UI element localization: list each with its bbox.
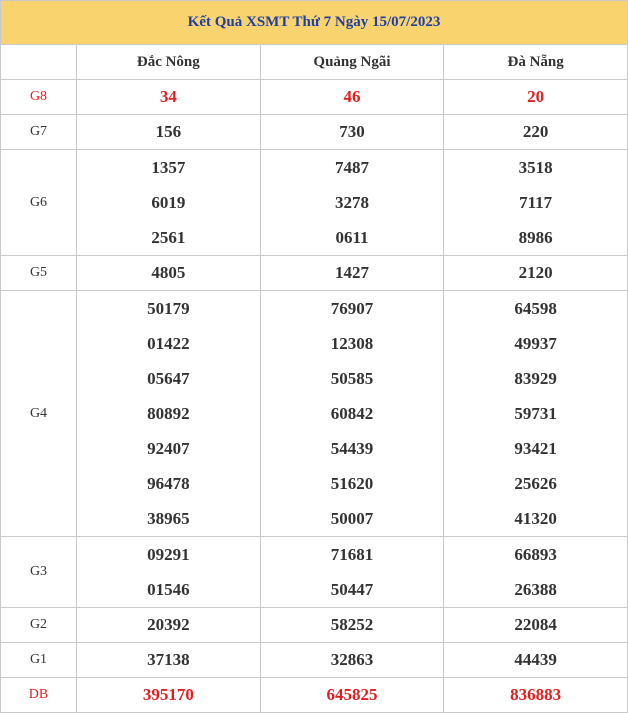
prize-number-stack: [77, 291, 260, 536]
prize-numbers-cell: [444, 291, 628, 537]
prize-label-g7: G7: [1, 115, 77, 150]
prize-row-g8: [1, 80, 628, 115]
prize-number: 26388: [514, 580, 557, 599]
prize-number: 836883: [444, 678, 628, 713]
prize-number: 66893: [514, 545, 557, 564]
prize-label-g2: G2: [1, 608, 77, 643]
prize-number: 09291: [147, 545, 190, 564]
prize-row-g3: [1, 537, 628, 608]
prize-row-g4: [1, 291, 628, 537]
prize-number: 220: [444, 115, 628, 150]
prize-number-stack: [261, 291, 444, 536]
prize-number: 4805: [77, 256, 261, 291]
prize-number: 3518: [518, 158, 553, 177]
prize-number: 59731: [514, 404, 557, 423]
prize-number-stack: [261, 150, 444, 255]
table-title: Kết Quả XSMT Thứ 7 Ngày 15/07/2023: [1, 1, 628, 45]
results-body: [1, 80, 628, 713]
prize-numbers-cell: [77, 537, 261, 608]
prize-number-stack: [261, 537, 444, 607]
prize-number: 645825: [260, 678, 444, 713]
prize-numbers-cell: [260, 537, 444, 608]
prize-number-stack: [444, 291, 627, 536]
prize-number: 58252: [260, 608, 444, 643]
prize-number: 01546: [147, 580, 190, 599]
prize-number: 12308: [330, 334, 374, 353]
prize-number-stack: [77, 150, 260, 255]
prize-number: 50447: [330, 580, 374, 599]
prize-number: 71681: [330, 545, 374, 564]
prize-number: 730: [260, 115, 444, 150]
prize-number: 38965: [147, 509, 190, 528]
prize-label-g4: G4: [1, 291, 77, 537]
prize-number: 156: [77, 115, 261, 150]
prize-row-g1: [1, 643, 628, 678]
prize-label-g5: G5: [1, 256, 77, 291]
prize-number: 1427: [260, 256, 444, 291]
prize-number: 49937: [514, 334, 557, 353]
prize-number: 7487: [334, 158, 369, 177]
prize-number: 37138: [77, 643, 261, 678]
prize-number: 50585: [330, 369, 374, 388]
prize-number: 6019: [151, 193, 186, 212]
prize-number: 395170: [77, 678, 261, 713]
province-header-da-nang: Đà Nẵng: [444, 45, 628, 80]
prize-number: 01422: [147, 334, 190, 353]
title-row: [1, 1, 628, 45]
prize-number: 76907: [330, 299, 374, 318]
prize-number-stack: [444, 150, 627, 255]
prize-number: 25626: [514, 474, 557, 493]
prize-row-g2: [1, 608, 628, 643]
prize-number: 44439: [444, 643, 628, 678]
prize-row-g5: [1, 256, 628, 291]
province-header-quang-ngai: Quảng Ngãi: [260, 45, 444, 80]
prize-number: 1357: [151, 158, 186, 177]
prize-number: 7117: [519, 193, 553, 212]
prize-number: 20: [444, 80, 628, 115]
prize-number: 05647: [147, 369, 190, 388]
header-empty-cell: [1, 45, 77, 80]
prize-number: 93421: [514, 439, 557, 458]
prize-number: 3278: [334, 193, 369, 212]
prize-number-stack: [444, 537, 627, 607]
prize-number: 8986: [518, 228, 553, 247]
prize-number: 20392: [77, 608, 261, 643]
prize-label-g6: G6: [1, 150, 77, 256]
prize-number: 80892: [147, 404, 190, 423]
prize-numbers-cell: [77, 150, 261, 256]
prize-number: 51620: [330, 474, 374, 493]
prize-number: 34: [77, 80, 261, 115]
prize-numbers-cell: [444, 150, 628, 256]
prize-numbers-cell: [260, 150, 444, 256]
prize-label-g1: G1: [1, 643, 77, 678]
prize-number: 22084: [444, 608, 628, 643]
prize-label-db: DB: [1, 678, 77, 713]
prize-number: 0611: [335, 228, 369, 247]
prize-number: 41320: [514, 509, 557, 528]
prize-label-g8: G8: [1, 80, 77, 115]
prize-number-stack: [77, 537, 260, 607]
prize-label-g3: G3: [1, 537, 77, 608]
prize-number: 46: [260, 80, 444, 115]
prize-row-g6: [1, 150, 628, 256]
province-header-dac-nong: Đắc Nông: [77, 45, 261, 80]
prize-row-g7: [1, 115, 628, 150]
prize-number: 50179: [147, 299, 190, 318]
prize-numbers-cell: [260, 291, 444, 537]
prize-number: 64598: [514, 299, 557, 318]
prize-number: 54439: [330, 439, 374, 458]
header-row: [1, 45, 628, 80]
prize-number: 2561: [151, 228, 186, 247]
prize-row-db: [1, 678, 628, 713]
prize-number: 83929: [514, 369, 557, 388]
prize-numbers-cell: [444, 537, 628, 608]
prize-number: 32863: [260, 643, 444, 678]
prize-number: 50007: [330, 509, 374, 528]
prize-number: 92407: [147, 439, 190, 458]
prize-number: 60842: [330, 404, 374, 423]
prize-numbers-cell: [77, 291, 261, 537]
prize-number: 2120: [444, 256, 628, 291]
prize-number: 96478: [147, 474, 190, 493]
